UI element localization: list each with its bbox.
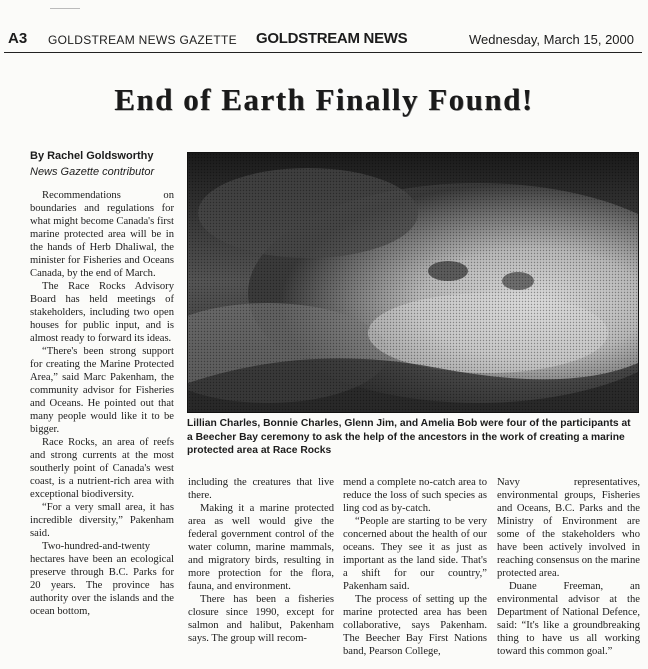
article-column-1 <box>30 189 174 669</box>
article-paragraph: Duane Freeman, an environmental advisor at the Department of National Defence, said: “It's like a groundbreaking thing to have us all working toward this common goal.” <box>497 581 640 657</box>
article-paragraph: The process of setting up the marine protected area has been collaborative, says Pakenham. The Beecher Bay First Nations band, Pearson College, <box>343 594 487 657</box>
article-photo <box>187 152 639 413</box>
headline: End of Earth Finally Found! <box>114 82 534 117</box>
byline-role: News Gazette contributor <box>30 166 155 178</box>
article-paragraph: Recommendations on boundaries and regulations for what might become Canada's first marine protected area will be in the hands of Herb Dhaliwal, the minister for Fisheries and Oceans Canada, by the end of March. <box>30 190 174 279</box>
byline: By Rachel Goldsworthy <box>30 150 154 162</box>
article-paragraph: including the creatures that live there. <box>188 477 334 501</box>
article-paragraph: “For a very small area, it has incredible diversity,” Pakenham said. <box>30 502 174 539</box>
article-paragraph: There has been a fisheries closure since 1990, except for salmon and halibut, Pakenham says. The group will recom- <box>188 594 334 644</box>
article-column-2 <box>188 476 334 668</box>
article-paragraph: Making it a marine protected area as well would give the federal government control of the water column, marine mammals, and migratory birds, resulting in more protection for the flora, fauna, and environment. <box>188 503 334 592</box>
article-column-4 <box>497 476 640 668</box>
paper-brand: GOLDSTREAM NEWS <box>256 30 408 47</box>
article-column-3 <box>343 476 487 668</box>
page-crop-mark <box>50 0 80 9</box>
page-header <box>4 26 642 53</box>
page-number: A3 <box>8 30 28 47</box>
article-paragraph: Two-hundred-and-twenty hectares have been an ecological preserve through B.C. Parks for 20 years. The province has authority over the islands and the ocean bottom, <box>30 541 174 617</box>
paper-name: GOLDSTREAM NEWS GAZETTE <box>48 33 237 47</box>
article-paragraph: “People are starting to be very concerned about the health of our oceans. They see it as just as important as the land side. That's a shift for our country,” Pakenham said. <box>343 516 487 592</box>
photo-caption: Lillian Charles, Bonnie Charles, Glenn Jim, and Amelia Bob were four of the participants at a Beecher Bay ceremony to ask the help of the ancestors in the work of creating a marine protected area at Race Rocks <box>187 418 631 456</box>
issue-date: Wednesday, March 15, 2000 <box>468 32 634 47</box>
photo-image <box>188 153 638 412</box>
article-paragraph: Navy representatives, environmental groups, Fisheries and Oceans, B.C. Parks and the Ministry of Environment are some of the stakeholders who have been actively involved in reaching consensus on the marine protected area. <box>497 477 640 579</box>
article-paragraph: Race Rocks, an area of reefs and strong currents at the most southerly point of Canada's west coast, is a nutrient-rich area with exceptional biodiversity. <box>30 437 174 500</box>
article-paragraph: The Race Rocks Advisory Board has held meetings of stakeholders, including two open houses for public input, and is almost ready to forward its ideas. <box>30 281 174 344</box>
article-paragraph: mend a complete no-catch area to reduce the loss of such species as ling cod as by-catch. <box>343 477 487 514</box>
article-paragraph: “There's been strong support for creating the Marine Protected Area,” said Marc Pakenham, the community advisor for Fisheries and Oceans. He pointed out that many people would like it to be bigger. <box>30 346 174 435</box>
